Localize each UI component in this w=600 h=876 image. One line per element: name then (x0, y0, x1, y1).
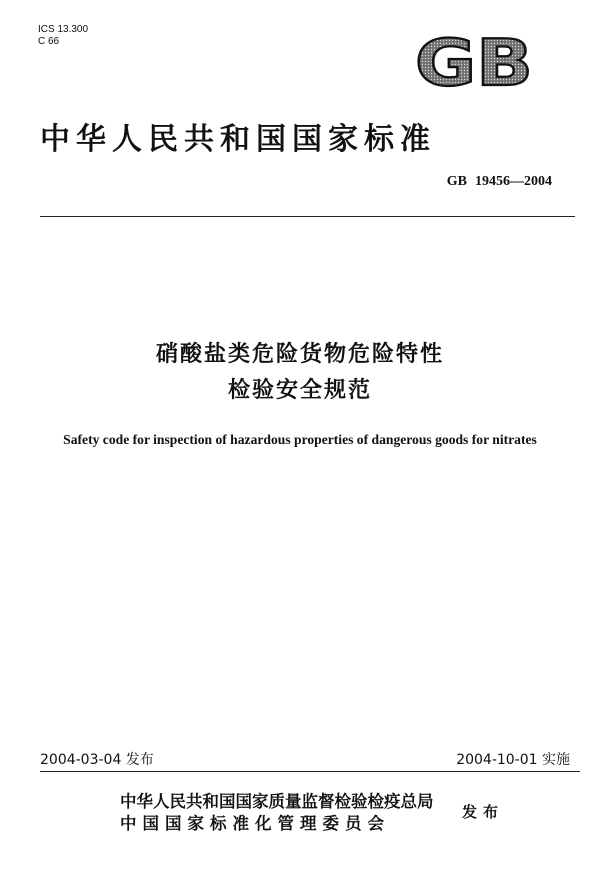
title-cn-line2: 检验安全规范 (227, 378, 372, 403)
implementation-date: 2004-10-01 实施 (456, 752, 570, 768)
national-standard-title: 中华人民共和国国家标准 (40, 122, 436, 157)
standard-number (447, 174, 552, 190)
standard-prefix: GB (446, 174, 467, 189)
issuing-authorities (120, 791, 434, 835)
issuer-aqsiq: 中华人民共和国国家质量监督检验检疫总局 (120, 792, 434, 811)
title-cn-line1: 硝酸盐类危险货物危险特性 (155, 342, 444, 367)
classification-codes (38, 24, 88, 48)
title-en: Safety code for inspection of hazardous properties of dangerous goods for nitrates (63, 432, 537, 447)
standard-code: 19456—2004 (475, 174, 552, 189)
gb-logo-text: GB (415, 30, 533, 92)
issue-date: 2004-03-04 发布 (40, 752, 154, 768)
gb-logo (412, 30, 537, 92)
issuer-sac: 中国国家标准化管理委员会 (120, 814, 390, 833)
header-divider (40, 216, 575, 217)
publish-label: 发布 (462, 803, 505, 821)
footer-divider (40, 771, 580, 772)
ics-code: ICS 13.300 (38, 24, 89, 35)
ccs-code: C 66 (38, 36, 60, 47)
